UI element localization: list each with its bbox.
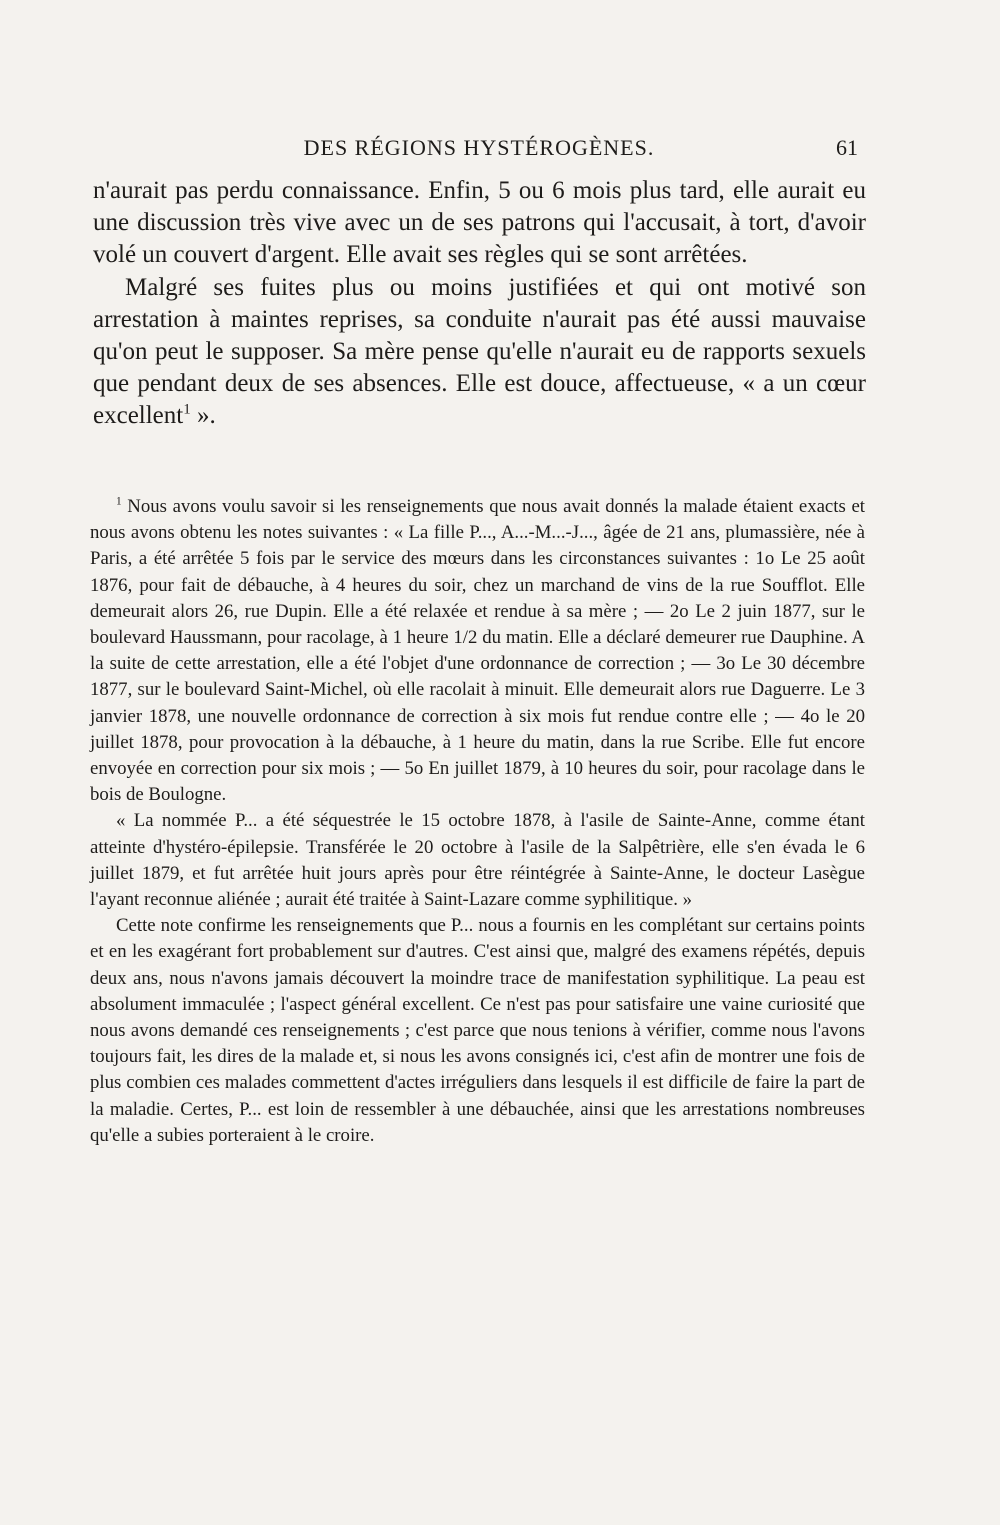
- footnote-paragraph: « La nommée P... a été séquestrée le 15 octobre 1878, à l'asile de Sainte-Anne, comme étant atteinte d'hystéro-épilepsie. Transférée le 20 octobre à l'asile de la Salpêtrière, elle s'en évada le 6 juillet 1879, et fut arrêtée huit jours après pour être réintégrée à Sainte-Anne, le docteur Lasègue l'ayant reconnue aliénée ; aurait été traitée à Saint-Lazare comme syphilitique. »: [90, 810, 865, 911]
- main-text: [93, 175, 866, 433]
- footnote-mark: 1: [116, 495, 122, 508]
- page-header: [90, 133, 868, 163]
- footnotes: [90, 494, 865, 1149]
- footnote-paragraph: Cette note confirme les renseignements que P... nous a fournis en les complétant sur certains points et en les exagérant fort probablement sur d'autres. C'est ainsi que, malgré des examens répétés, depuis deux ans, nous n'avons jamais découvert la moindre trace de manifestation syphilitique. La peau est absolument immaculée ; l'aspect général excellent. Ce n'est pas pour satisfaire une vaine curiosité que nous avons demandé ces renseignements ; c'est parce que nous tenions à vérifier, comme nous l'avons toujours fait, les dires de la malade et, si nous les avons consignés ici, c'est afin de montrer une fois de plus combien ces malades commettent d'actes irréguliers dans lesquels il est difficile de faire la part de la maladie. Certes, P... est loin de ressembler à une débauchée, ainsi que les arrestations nombreuses qu'elle a subies porteraient à le croire.: [90, 915, 865, 1146]
- footnote-text: Nous avons voulu savoir si les renseignements que nous avait donnés la malade étaient exacts et nous avons obtenu les notes suivantes : « La fille P..., A...-M...-J..., âgée de 21 ans, plumassière, née à Paris, a été arrêtée 5 fois par le service des mœurs dans les circonstances suivantes : 1o Le 25 août 1876, pour fait de débauche, à 4 heures du soir, chez un marchand de vins de la rue Soufflot. Elle demeurait alors 26, rue Dupin. Elle a été relaxée et rendue à sa mère ; — 2o Le 2 juin 1877, sur le boulevard Haussmann, pour racolage, à 1 heure 1/2 du matin. Elle a déclaré demeurer rue Dauphine. A la suite de cette arrestation, elle a été l'objet d'une ordonnance de correction ; — 3o Le 30 décembre 1877, sur le boulevard Saint-Michel, où elle racolait à minuit. Elle demeurait alors rue Daguerre. Le 3 janvier 1878, une nouvelle ordonnance de correction à six mois fut rendue contre elle ; — 4o le 20 juillet 1878, pour provocation à la débauche, à 1 heure du matin, dans la rue Scribe. Elle fut encore envoyée en correction pour six mois ; — 5o En juillet 1879, à 10 heures du soir, pour racolage dans le bois de Boulogne.: [90, 496, 865, 806]
- running-title: DES RÉGIONS HYSTÉROGÈNES.: [303, 135, 655, 160]
- paragraph-text: Malgré ses fuites plus ou moins justifiées et qui ont motivé son arrestation à maintes reprises, sa conduite n'aurait pas été aussi mauvaise qu'on peut le supposer. Sa mère pense qu'elle n'aurait eu de rapports sexuels que pendant deux de ses absences. Elle est douce, affectueuse, « a un cœur excellent: [93, 273, 866, 430]
- paragraph: [93, 272, 866, 433]
- page-number: 61: [836, 135, 858, 160]
- paragraph-text-end: ».: [190, 402, 216, 430]
- footnote: [90, 494, 865, 808]
- footnote-reference: 1: [183, 402, 191, 419]
- paragraph: n'aurait pas perdu connaissance. Enfin, 5 ou 6 mois plus tard, elle aurait eu une discussion très vive avec un de ses patrons qui l'accusait, à tort, d'avoir volé un couvert d'argent. Elle avait ses règles qui se sont arrêtées.: [93, 177, 866, 269]
